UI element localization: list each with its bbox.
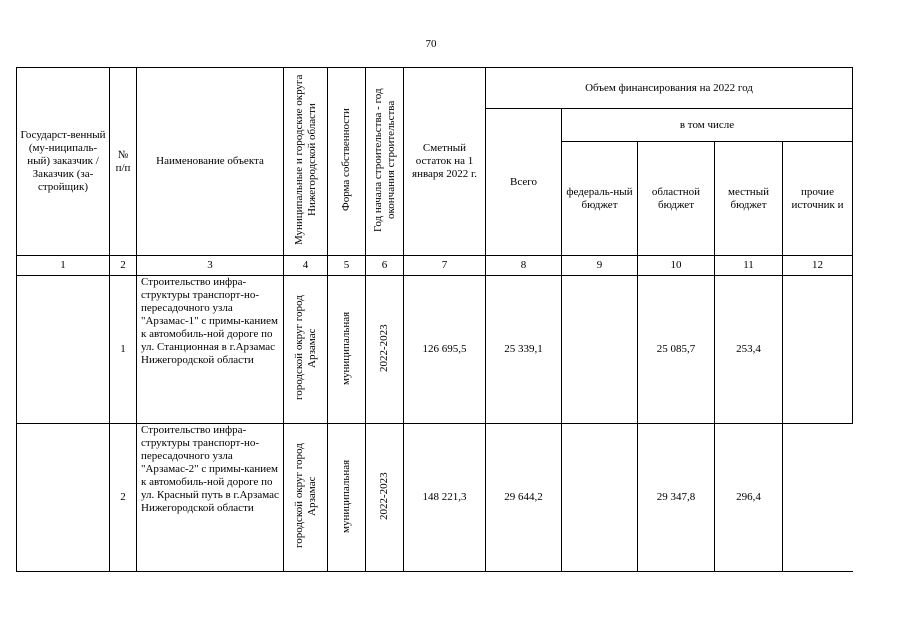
column-number: 1: [17, 256, 110, 276]
header-ownership: Форма собственности: [328, 68, 366, 256]
row-estimate: 126 695,5: [404, 276, 486, 424]
row-customer: [17, 424, 110, 572]
row-local: 296,4: [715, 424, 783, 572]
row-ownership: муниципальная: [328, 424, 366, 572]
header-municipality: Муниципальные и городские округа Нижегородской области: [284, 68, 328, 256]
table-row: [17, 424, 853, 572]
row-years: 2022-2023: [366, 424, 404, 572]
header-row-1: [17, 68, 853, 109]
row-estimate: 148 221,3: [404, 424, 486, 572]
header-including: в том числе: [562, 109, 853, 142]
column-number: 5: [328, 256, 366, 276]
header-customer: Государст-венный (му-ниципаль-ный) заказчик / Заказчик (за-стройщик): [17, 68, 110, 256]
row-other: [783, 276, 853, 424]
row-num: 2: [110, 424, 137, 572]
page-number: 70: [425, 38, 437, 50]
header-regional: областной бюджет: [638, 142, 715, 256]
table-row: [17, 276, 853, 424]
column-number: 8: [486, 256, 562, 276]
column-number: 2: [110, 256, 137, 276]
financing-table: [16, 67, 853, 572]
column-number: 7: [404, 256, 486, 276]
row-years: 2022-2023: [366, 276, 404, 424]
header-local: местный бюджет: [715, 142, 783, 256]
header-num: № п/п: [110, 68, 137, 256]
row-regional: 29 347,8: [638, 424, 715, 572]
row-municipality: городской округ город Арзамас: [284, 276, 328, 424]
column-number: 10: [638, 256, 715, 276]
header-total: Всего: [486, 109, 562, 256]
row-federal: [562, 424, 638, 572]
column-number: 4: [284, 256, 328, 276]
column-number: 11: [715, 256, 783, 276]
header-financing: Объем финансирования на 2022 год: [486, 68, 853, 109]
column-number: 3: [137, 256, 284, 276]
column-number: 12: [783, 256, 853, 276]
row-municipality: городской округ город Арзамас: [284, 424, 328, 572]
row-regional: 25 085,7: [638, 276, 715, 424]
row-customer: [17, 276, 110, 424]
header-other: прочие источник и: [783, 142, 853, 256]
column-number: 9: [562, 256, 638, 276]
header-federal: федераль-ный бюджет: [562, 142, 638, 256]
header-estimate: Сметный остаток на 1 января 2022 г.: [404, 68, 486, 256]
row-total: 25 339,1: [486, 276, 562, 424]
row-object-name: Строительство инфра-структуры транспорт-но-пересадочного узла "Арзамас-2" с примы-канием к автомобиль-ной дороге по ул. Красный путь в г.Арзамас Нижегородской области: [137, 424, 284, 572]
column-numbers-row: [17, 256, 853, 276]
column-number: 6: [366, 256, 404, 276]
header-object-name: Наименование объекта: [137, 68, 284, 256]
row-local: 253,4: [715, 276, 783, 424]
row-total: 29 644,2: [486, 424, 562, 572]
header-years: Год начала строительства - год окончания строительства: [366, 68, 404, 256]
row-object-name: Строительство инфра-структуры транспорт-но-пересадочного узла "Арзамас-1" с примы-канием к автомобиль-ной дороге по ул. Станционная в г.Арзамас Нижегородской области: [137, 276, 284, 424]
row-num: 1: [110, 276, 137, 424]
row-federal: [562, 276, 638, 424]
row-ownership: муниципальная: [328, 276, 366, 424]
row-other: [783, 424, 853, 572]
